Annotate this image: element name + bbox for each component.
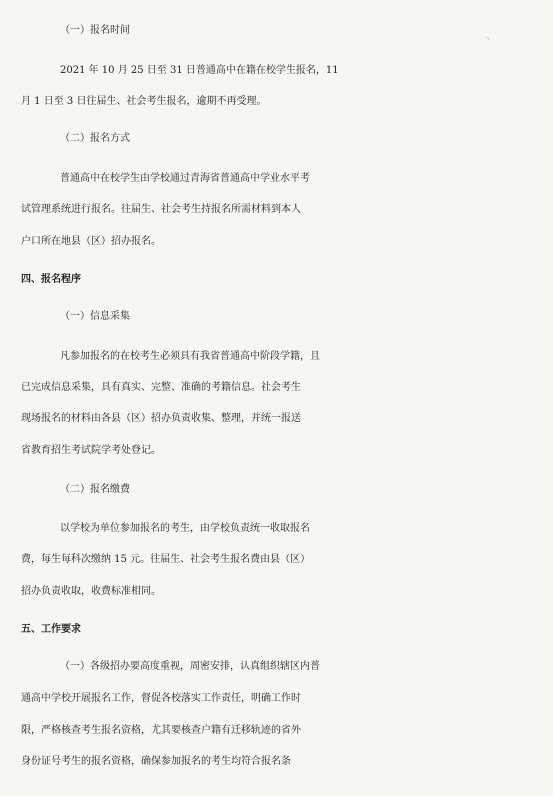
- paragraph-line: 月 1 日至 3 日往届生、社会考生报名，逾期不再受理。: [21, 96, 267, 107]
- section-heading-requirements: 五、工作要求: [21, 624, 81, 635]
- heading-registration-method: （二）报名方式: [60, 133, 130, 144]
- paragraph-line: 户口所在地县（区）招办报名。: [21, 236, 161, 247]
- paragraph-line: 现场报名的材料由各县（区）招办负责收集、整理，并统一报送: [21, 413, 301, 424]
- paragraph-line: 试管理系统进行报名。往届生、社会考生持报名所需材料到本人: [21, 204, 301, 215]
- heading-info-collection: （一）信息采集: [60, 311, 130, 322]
- paragraph-line: 招办负责收取，收费标准相同。: [21, 586, 161, 597]
- paragraph-line: 限，严格核查考生报名资格，尤其要核查户籍有迁移轨迹的省外: [21, 725, 301, 736]
- bleed-through-text: 、: [486, 28, 499, 42]
- paragraph-line: 2021 年 10 月 25 日至 31 日普通高中在籍在校学生报名，11: [60, 65, 339, 76]
- heading-registration-time: （一）报名时间: [60, 25, 130, 36]
- paragraph-line: 费，每生每科次缴纳 15 元。往届生、社会考生报名费由县（区）: [21, 554, 311, 565]
- paragraph-line: 身份证号考生的报名资格，确保参加报名的考生均符合报名条: [21, 756, 291, 767]
- paragraph-line: 普通高中在校学生由学校通过青海省普通高中学业水平考: [60, 173, 310, 184]
- section-heading-procedure: 四、报名程序: [21, 274, 81, 285]
- paragraph-line: （一）各级招办要高度重视，周密安排，认真组织辖区内普: [60, 661, 320, 672]
- paragraph-line: 通高中学校开展报名工作，督促各校落实工作责任，明确工作时: [21, 693, 301, 704]
- paragraph-line: 以学校为单位参加报名的考生，由学校负责统一收取报名: [60, 523, 310, 534]
- paragraph-line: 已完成信息采集，具有真实、完整、准确的考籍信息。社会考生: [21, 382, 301, 393]
- paragraph-line: 凡参加报名的在校考生必须具有我省普通高中阶段学籍，且: [60, 351, 320, 362]
- heading-fee-payment: （二）报名缴费: [60, 484, 130, 495]
- paragraph-line: 省教育招生考试院学考处登记。: [21, 445, 161, 456]
